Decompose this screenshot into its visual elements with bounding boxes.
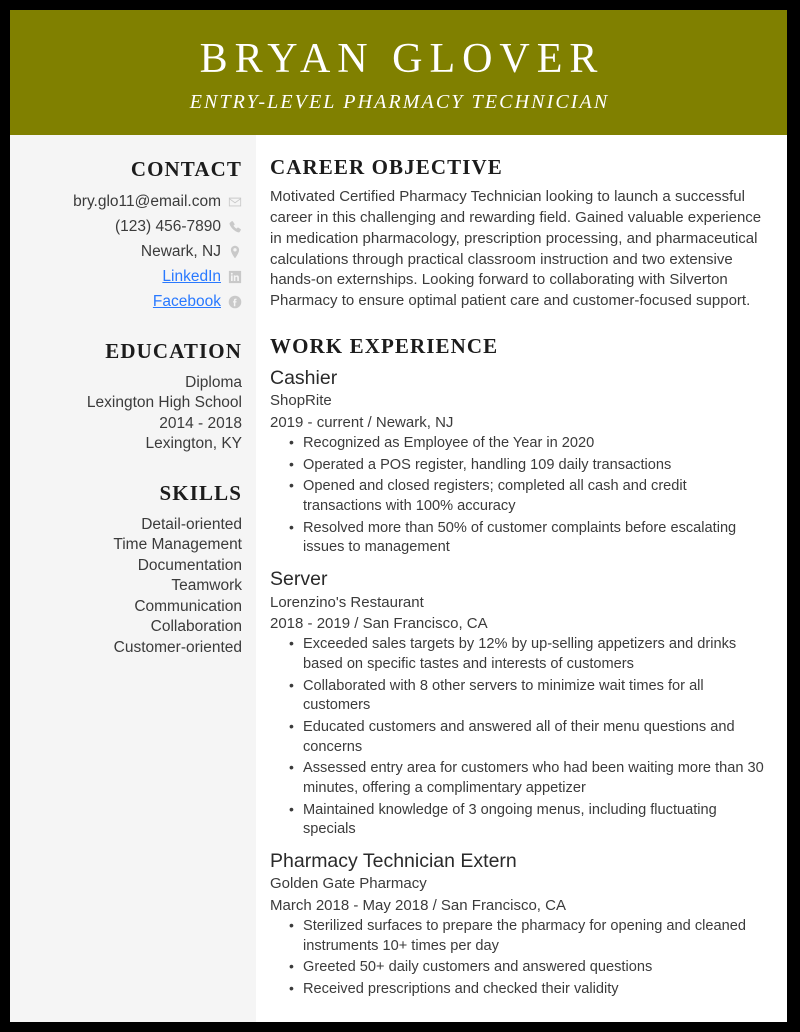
skills-heading: SKILLS (159, 480, 242, 505)
job-bullet-list (270, 434, 765, 558)
sidebar (10, 135, 256, 1022)
job-entry (270, 366, 765, 558)
career-objective-section (270, 155, 765, 312)
job-bullet: • Received prescriptions and checked their validity (303, 980, 765, 1000)
job-bullet: • Maintained knowledge of 3 ongoing menus, including fluctuating specials (303, 801, 765, 840)
job-bullet: • Opened and closed registers; completed all cash and credit transactions with 100% accuracy (303, 477, 765, 516)
job-title: Cashier (270, 367, 338, 390)
job-bullet-list (270, 917, 765, 1000)
skill-item: Communication (134, 597, 242, 615)
job-list (270, 366, 765, 1000)
phone-icon (228, 220, 242, 234)
job-dates-location: March 2018 - May 2018 / San Francisco, CA (270, 896, 566, 914)
contact-item-facebook[interactable] (22, 291, 242, 313)
job-dates-location: 2018 - 2019 / San Francisco, CA (270, 614, 488, 632)
job-company: ShopRite (270, 392, 332, 410)
education-line: Lexington, KY (145, 435, 242, 453)
career-objective-text: Motivated Certified Pharmacy Technician looking to launch a successful career in this challenging and rewarding field. Gained valuable experience in medication pharmacology, prescription processing, and pharmaceutical calculations through practical classroom instruction and two extensive hands-on externships. Looking forward to collaborating with Silverton Pharmacy to ensure optimal patient care and customer-focused support. (270, 188, 762, 310)
job-bullet: • Exceeded sales targets by 12% by up-selling appetizers and drinks based on specific tastes and interests of customers (303, 635, 765, 674)
contact-list (22, 191, 242, 313)
contact-heading: CONTACT (130, 157, 242, 181)
linkedin-icon (228, 270, 242, 284)
job-bullet: • Operated a POS register, handling 109 daily transactions (303, 456, 765, 476)
skills-section (22, 481, 242, 658)
contact-section (22, 157, 242, 313)
work-experience-section (270, 334, 765, 1000)
job-bullet: • Recognized as Employee of the Year in 2020 (303, 434, 765, 454)
education-line: 2014 - 2018 (159, 414, 242, 432)
skill-item: Collaboration (150, 618, 242, 636)
job-bullet-list (270, 635, 765, 840)
skill-item: Customer-oriented (113, 638, 242, 656)
education-lines (22, 373, 242, 455)
job-dates-location: 2019 - current / Newark, NJ (270, 413, 454, 431)
contact-item-envelope (22, 191, 242, 213)
resume-header (10, 10, 787, 135)
job-bullet: • Greeted 50+ daily customers and answered questions (303, 958, 765, 978)
education-section (22, 339, 242, 455)
contact-item-label[interactable]: Facebook (152, 292, 221, 310)
work-experience-heading: WORK EXPERIENCE (270, 334, 499, 359)
envelope-icon (228, 195, 242, 209)
skill-item: Time Management (113, 536, 242, 554)
candidate-tagline: ENTRY-LEVEL PHARMACY TECHNICIAN (189, 90, 610, 113)
education-line: Lexington High School (86, 394, 242, 412)
education-line: Diploma (185, 374, 242, 391)
job-company: Lorenzino's Restaurant (270, 593, 424, 611)
skill-item: Detail-oriented (141, 515, 242, 533)
contact-item-label: Newark, NJ (140, 242, 221, 260)
job-entry (270, 567, 765, 840)
job-company: Golden Gate Pharmacy (270, 875, 427, 893)
contact-item-label[interactable]: LinkedIn (162, 267, 221, 285)
job-bullet: • Educated customers and answered all of their menu questions and concerns (303, 718, 765, 757)
skill-item: Documentation (137, 556, 242, 574)
contact-item-linkedin[interactable] (22, 266, 242, 288)
skills-list (22, 515, 242, 658)
job-bullet: • Sterilized surfaces to prepare the pharmacy for opening and cleaned instruments 10+ times per day (303, 917, 765, 956)
job-title: Server (270, 568, 328, 591)
contact-item-phone (22, 216, 242, 238)
career-objective-heading: CAREER OBJECTIVE (270, 155, 503, 179)
education-heading: EDUCATION (105, 339, 242, 363)
main-column (256, 135, 787, 1022)
job-bullet: • Resolved more than 50% of customer complaints before escalating issues to management (303, 519, 765, 558)
skill-item: Teamwork (171, 577, 242, 595)
facebook-icon (228, 295, 242, 309)
contact-item-location-pin (22, 241, 242, 263)
candidate-name: BRYAN GLOVER (199, 36, 605, 83)
contact-item-label: bry.glo11@email.com (73, 192, 221, 210)
location-pin-icon (228, 245, 242, 259)
job-bullet: • Assessed entry area for customers who had been waiting more than 30 minutes, offering a complimentary appetizer (303, 759, 765, 798)
resume-body (10, 135, 787, 1022)
contact-item-label: (123) 456-7890 (115, 217, 221, 235)
job-title: Pharmacy Technician Extern (270, 850, 517, 872)
job-bullet: • Collaborated with 8 other servers to minimize wait times for all customers (303, 677, 765, 716)
job-entry (270, 849, 765, 1000)
resume-page (10, 10, 787, 1022)
